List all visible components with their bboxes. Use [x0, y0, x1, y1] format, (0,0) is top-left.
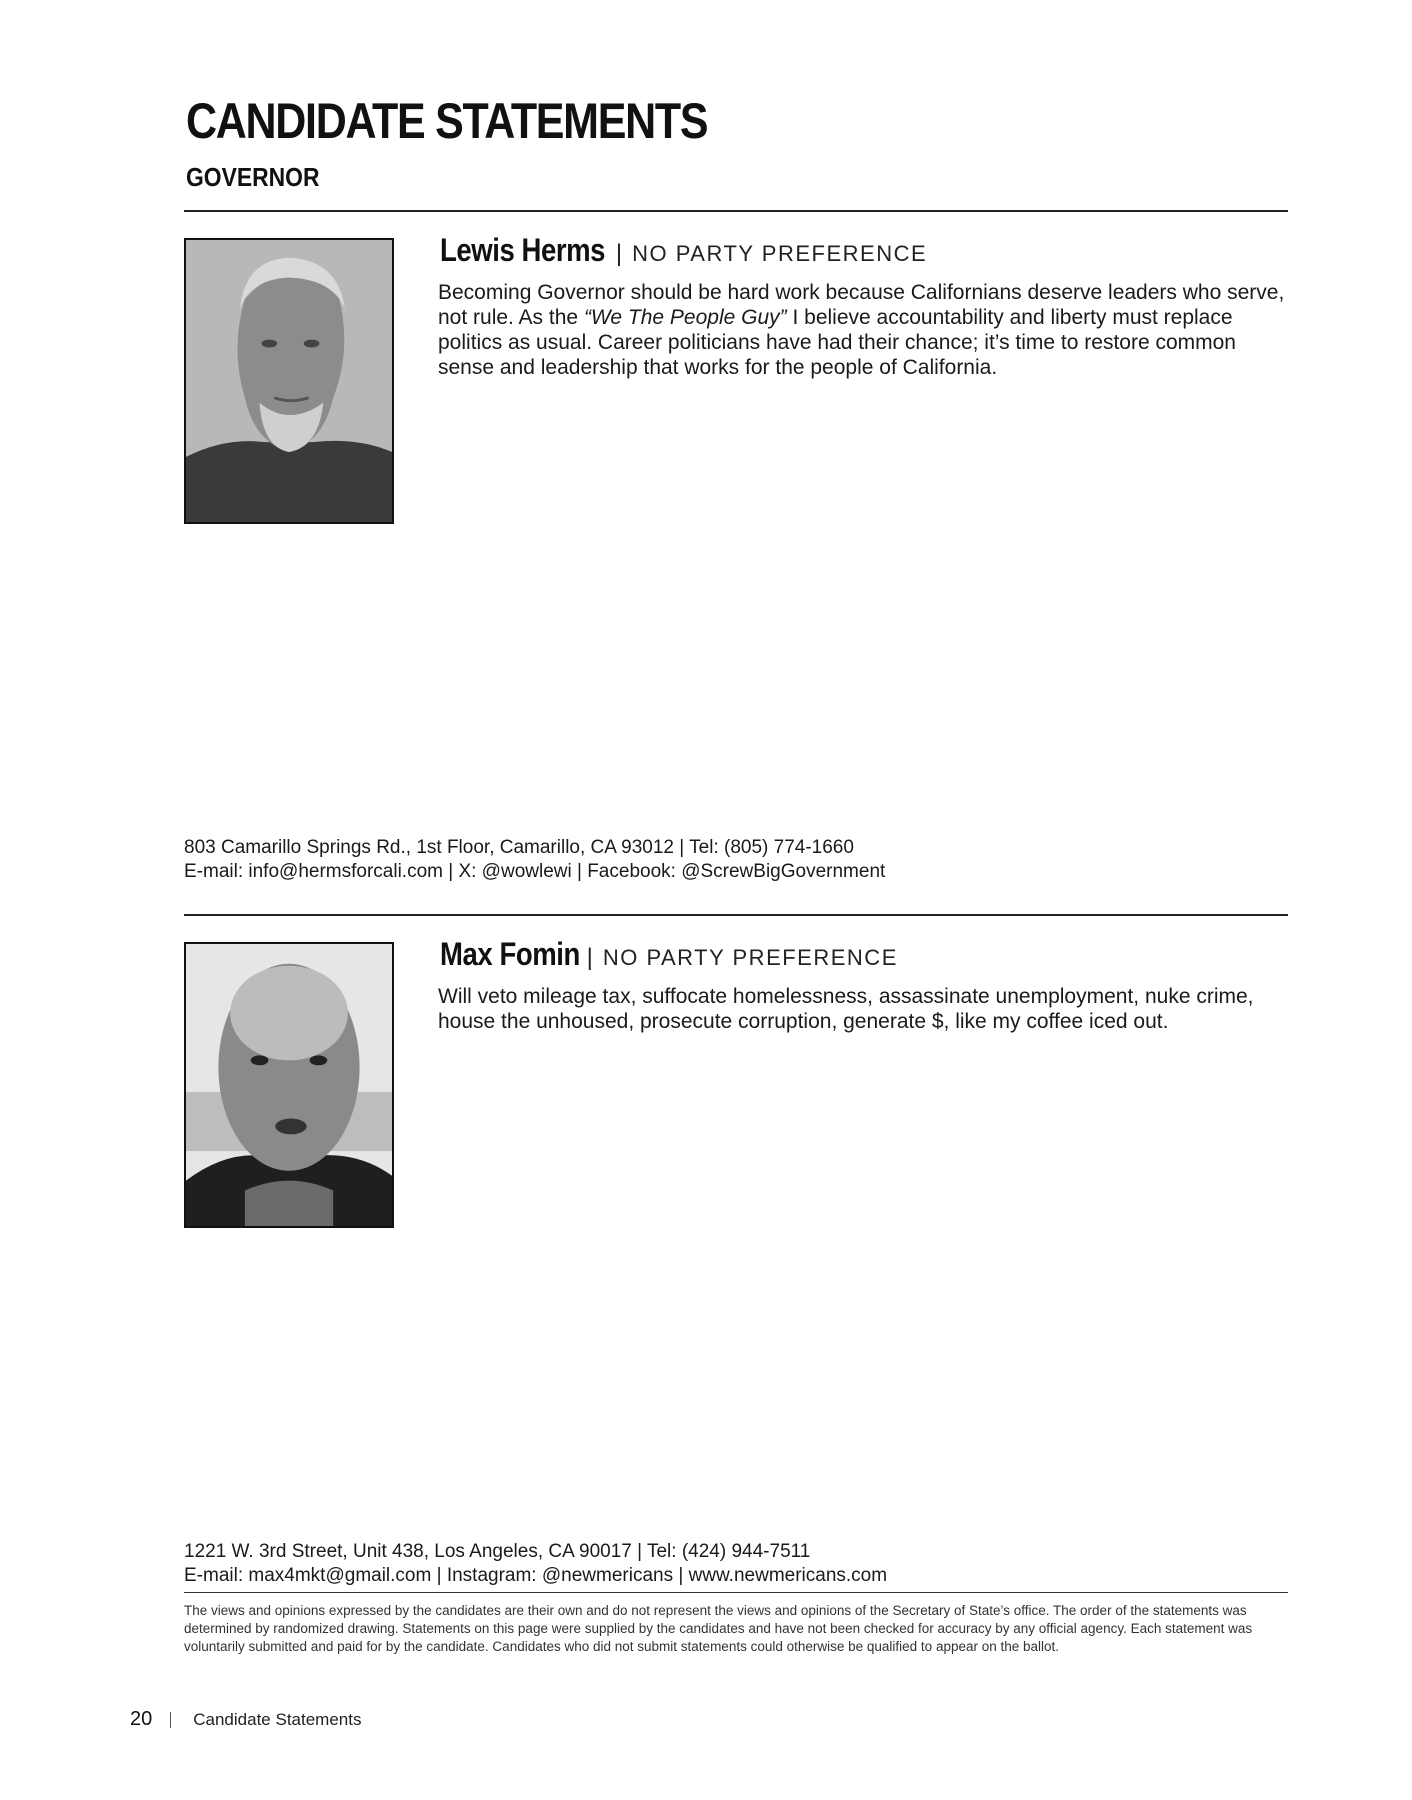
candidate-name: Lewis Herms: [440, 232, 606, 268]
contact-online: E-mail: max4mkt@gmail.com | Instagram: @newmericans | www.newmericans.com: [184, 1565, 888, 1586]
footer-section-label: Candidate Statements: [193, 1709, 362, 1729]
candidate-header-fomin: [440, 936, 898, 973]
name-party-separator: |: [586, 944, 593, 971]
statement-text-continued: I believe accountability and liberty must replace politics as usual. Career politicians have had their chance; it’s time to restore common sense and leadership that works for the people of California.: [438, 306, 1236, 379]
candidate-header-herms: [440, 232, 927, 269]
candidate-party: NO PARTY PREFERENCE: [602, 945, 898, 970]
candidate-photo-herms: [184, 238, 394, 524]
contact-address: 1221 W. 3rd Street, Unit 438, Los Angeles, CA 90017 | Tel: (424) 944-7511: [184, 1541, 811, 1562]
disclaimer-divider: [184, 1592, 1288, 1593]
candidate-statement-fomin: [438, 984, 1288, 1034]
office-subtitle: GOVERNOR: [186, 162, 320, 192]
candidate-name: Max Fomin: [440, 936, 580, 972]
candidate-party: NO PARTY PREFERENCE: [632, 241, 928, 266]
candidate-photo-fomin: [184, 942, 394, 1228]
name-party-separator: |: [615, 240, 623, 267]
candidate-contact-fomin: [184, 1540, 887, 1588]
page-number: 20: [130, 1708, 153, 1730]
candidate-contact-herms: [184, 836, 885, 884]
candidate-divider: [184, 914, 1288, 916]
page-footer: [130, 1708, 361, 1731]
statement-emphasis: “We The People Guy”: [583, 306, 787, 329]
candidate-statement-herms: [438, 280, 1288, 380]
disclaimer-text: The views and opinions expressed by the candidates are their own and do not represent the views and opinions of the Secretary of State’s office. The order of the statements was determined by randomized drawing. Statements on this page were supplied by the candidates and have not been checked for accuracy by any official agency. Each statement was voluntarily submitted and paid for by the candidate. Candidates who did not submit statements could otherwise be qualified to appear on the ballot.: [184, 1603, 1253, 1654]
contact-address: 803 Camarillo Springs Rd., 1st Floor, Camarillo, CA 93012 | Tel: (805) 774-1660: [184, 837, 854, 858]
contact-online: E-mail: info@hermsforcali.com | X: @wowlewi | Facebook: @ScrewBigGovernment: [184, 861, 886, 882]
footer-separator: [170, 1712, 171, 1728]
statement-text: Becoming Governor should be hard work because Californians deserve leaders who serve, not rule. As the: [438, 281, 1285, 329]
page-title: CANDIDATE STATEMENTS: [186, 93, 708, 149]
statement-text: Will veto mileage tax, suffocate homelessness, assassinate unemployment, nuke crime, house the unhoused, prosecute corruption, generate $, like my coffee iced out.: [438, 985, 1254, 1033]
header-divider: [184, 210, 1288, 212]
